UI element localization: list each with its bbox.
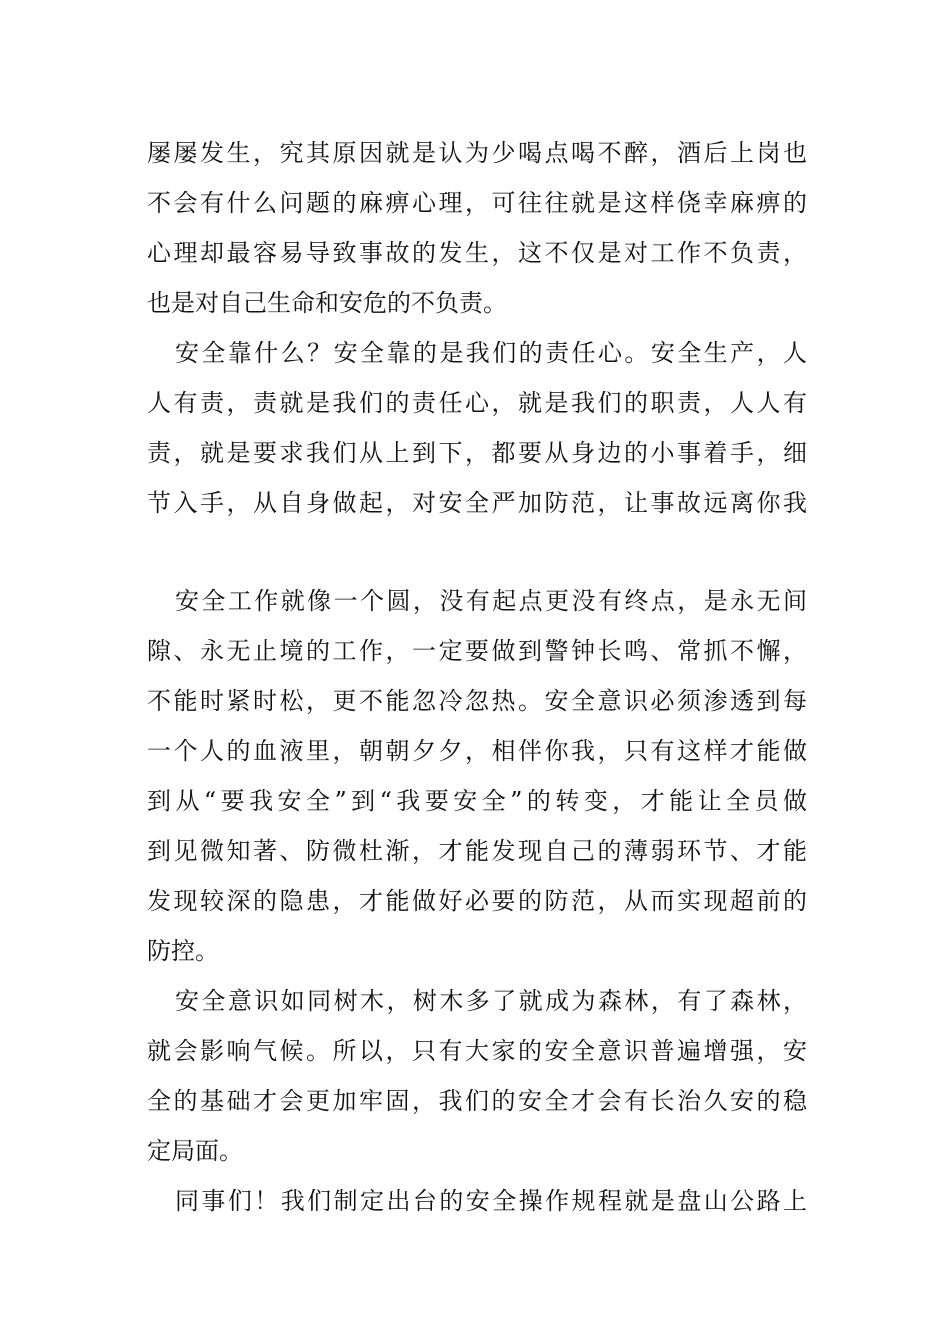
text-line: 安全意识如同树木，树木多了就成为森林，有了森林， [175,987,807,1015]
text-line: 同事们！我们制定出台的安全操作规程就是盘山公路上 [175,1187,807,1215]
text-line: 就会影响气候。所以，只有大家的安全意识普遍增强，安 [147,1037,807,1065]
text-line: 到从“要我安全”到“我要安全”的转变，才能让全员做 [147,787,807,815]
text-line: 不会有什么问题的麻痹心理，可往往就是这样侥幸麻痹的 [147,189,807,217]
text-line: 屡屡发生，究其原因就是认为少喝点喝不醉，酒后上岗也 [147,139,807,167]
text-line: 心理却最容易导致事故的发生，这不仅是对工作不负责， [147,239,807,267]
text-line: 人有责，责就是我们的责任心，就是我们的职责，人人有 [147,389,807,417]
text-line: 安全靠什么？安全靠的是我们的责任心。安全生产，人 [175,339,807,367]
text-line: 隙、永无止境的工作，一定要做到警钟长鸣、常抓不懈， [147,637,807,665]
text-line: 发现较深的隐患，才能做好必要的防范，从而实现超前的 [147,887,807,915]
text-line: 到见微知著、防微杜渐，才能发现自己的薄弱环节、才能 [147,837,807,865]
text-line: 一个人的血液里，朝朝夕夕，相伴你我，只有这样才能做 [147,737,807,765]
text-line: 节入手，从自身做起，对安全严加防范，让事故远离你我 [147,489,807,517]
text-line: 防控。 [147,937,219,965]
text-line: 不能时紧时松，更不能忽冷忽热。安全意识必须渗透到每 [147,687,807,715]
text-line: 定局面。 [147,1137,243,1165]
text-line: 安全工作就像一个圆，没有起点更没有终点，是永无间 [175,587,807,615]
text-line: 责，就是要求我们从上到下，都要从身边的小事着手，细 [147,439,807,467]
text-line: 全的基础才会更加牢固，我们的安全才会有长治久安的稳 [147,1087,807,1115]
text-line: 也是对自己生命和安危的不负责。 [147,289,507,317]
